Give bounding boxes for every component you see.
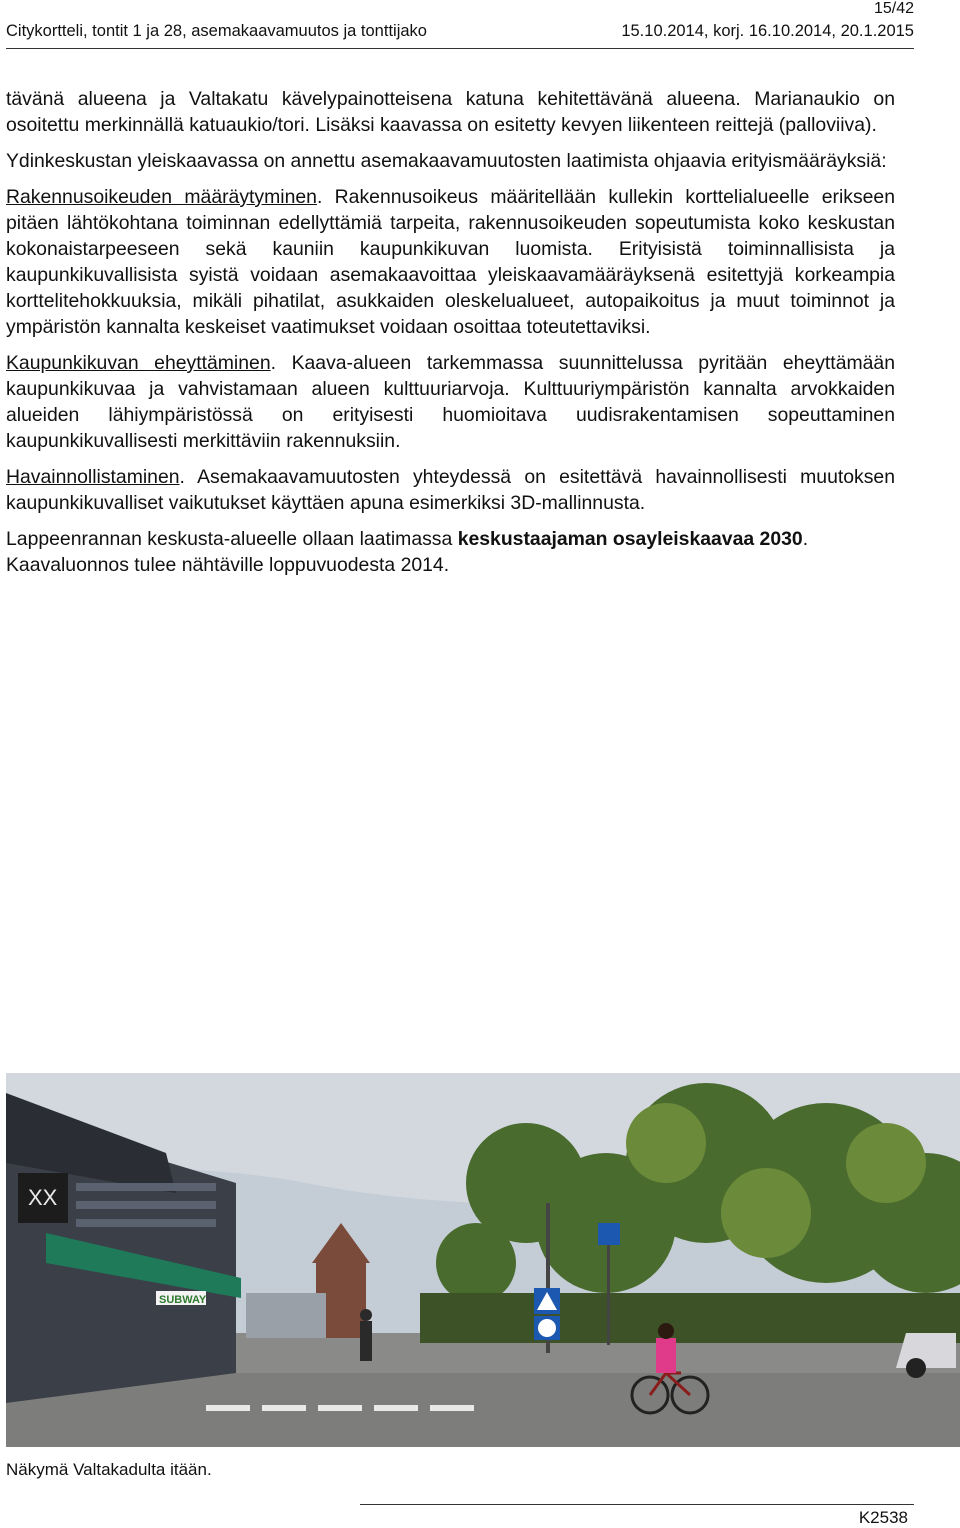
subway-sign: SUBWAY [159,1294,207,1306]
paragraph-6-post: . Kaavaluonnos tulee nähtäville loppuvuodesta 2014. [6,528,809,576]
photo-caption: Näkymä Valtakadulta itään. [6,1460,212,1479]
paragraph-6-bold: keskustaajaman osayleiskaavaa 2030 [457,528,803,550]
paragraph-6 [6,526,895,578]
svg-text:XX: XX [28,1185,58,1210]
paragraph-3 [6,184,895,340]
body-text [6,86,895,588]
paragraph-6-pre: Lappeenrannan keskusta-alueelle ollaan laatimassa [6,528,458,550]
paragraph-3-text: . Rakennusoikeus määritellään kullekin korttelialueelle erikseen pitäen lähtökohtana toiminnan edellyttämiä tarpeita, rakennusoikeuden sopeutumista koko keskustan kokonaistarpeeseen sekä kauniin kaupunkikuvan luomista. Erityisistä toiminnallisista ja kaupunkikuvallisista syistä voidaan asemakaavoittaa yleiskaavamääräyksenä esitettyjä korkeampia korttelitehokkuuksia, mikäli pihatilat, asukkaiden oleskelualueet, autopaikoitus ja muut toiminnot ja ympäristön kannalta keskeiset vaatimukset voidaan osoittaa toteutettaviksi. [6,186,895,338]
paragraph-4-text: . Kaava-alueen tarkemmassa suunnittelussa pyritään eheyttämään kaupunkikuvaa ja vahvistamaan alueen kulttuuriarvoja. Kulttuuriympäristön kannalta arvokkaiden alueiden lähiympäristössä on erityisesti huomioitava uudisrakentamisen sopeuttaminen kaupunkikuvallisesti merkittäviin rakennuksiin. [6,352,895,452]
heading-rakennusoikeus: Rakennusoikeuden määräytyminen [6,186,317,208]
heading-havainnollistaminen: Havainnollistaminen [6,466,180,488]
document-title: Citykortteli, tontit 1 ja 28, asemakaavamuutos ja tonttijako [6,22,427,40]
footer-rule [360,1504,914,1505]
paragraph-4 [6,350,895,454]
heading-kaupunkikuva: Kaupunkikuvan eheyttäminen [6,352,271,374]
footer-code: K2538 [858,1508,908,1527]
page-header [6,22,914,49]
document-dates: 15.10.2014, korj. 16.10.2014, 20.1.2015 [621,22,914,40]
paragraph-5-text: . Asemakaavamuutosten yhteydessä on esitettävä havainnollisesti muutoksen kaupunkikuvalliset vaikutukset käyttäen apuna esimerkiksi 3D-mallinnusta. [6,466,895,514]
page-number: 15/42 [873,0,914,17]
street-photo [6,1073,960,1447]
paragraph-5 [6,464,895,516]
paragraph-1: tävänä alueena ja Valtakatu kävelypainotteisena katuna kehitettävänä alueena. Marianaukio on osoitettu merkinnällä katuaukio/tori. Lisäksi kaavassa on esitetty kevyen liikenteen reittejä (palloviiva). [6,88,895,136]
paragraph-2: Ydinkeskustan yleiskaavassa on annettu asemakaavamuutosten laatimista ohjaavia erityismääräyksiä: [6,150,887,172]
